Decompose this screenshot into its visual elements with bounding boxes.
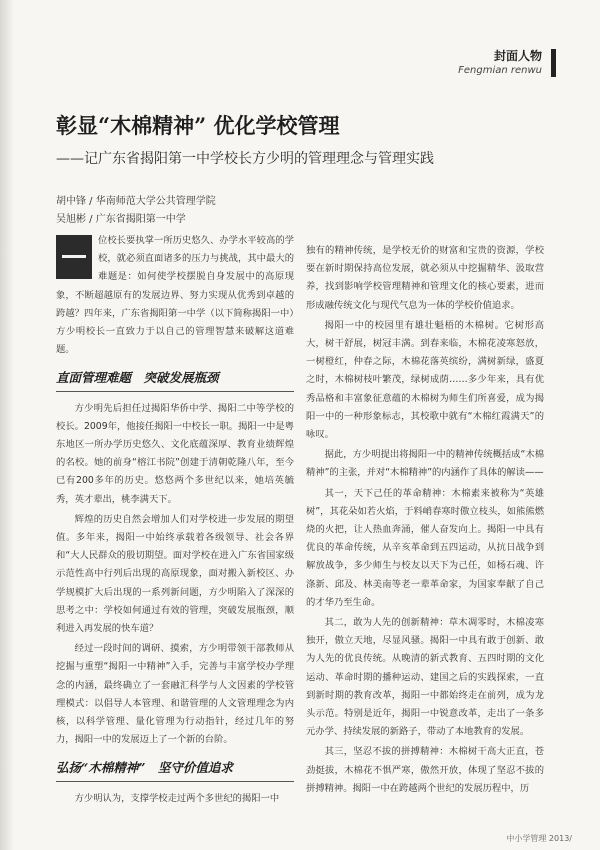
body-paragraph: 据此，方少明提出将揭阳一中的精神传统概括成“木棉精神”的主张，并对“木棉精神”的内涵作了具体的解读—— [306,449,544,479]
section-tag-en: Fengmian renwu [458,65,542,76]
body-paragraph: 经过一段时间的调研、摸索，方少明带领干部教师从挖掘与重塑“揭阳一中精神”入手，完善与丰富学校办学理念的内涵，最终确立了一套融汇科学与人文因素的学校管理模式：以倡导人本管理、和谐管理的人文管理理念为内核，以科学管理、量化管理为行动指针，经过几年的努力，揭阳一中的发展迈上了一个新的台阶。 [56,643,294,746]
body-paragraph: 辉煌的历史自然会增加人们对学校进一步发展的期望值。多年来，揭阳一中始终承载着各级领导、社会各界和“大人民群众的殷切期望。面对学校在进入广东省国家级示范性高中行列后出现的高原现象，面对搬入新校区、办学规模扩大后出现的一系列新问题，方少明陷入了深深的思考之中：学校如何通过有效的管理，突破发展瓶颈，顺利进入再发展的快车道？ [56,513,294,635]
article-subtitle: ——记广东省揭阳第一中学校长方少明的管理理念与管理实践 [56,151,434,167]
intro-paragraph [56,232,294,359]
left-column [56,232,294,810]
right-column [306,242,544,800]
page-gutter-shadow [0,0,14,850]
body-paragraph: 揭阳一中的校园里有雄壮魁梧的木棉树。它树形高大，树干舒展，树冠丰满。到春来临，木棉花凌寒怒放，一树橙红，仲春之际，木棉花落英缤纷，满树新绿，盛夏之时，木棉树枝叶繁茂，绿树成荫……多少年来，具有优秀品格和丰富象征意蕴的木棉树为师生们所喜爱，成为揭阳一中的一种形象标志，其校歌中就有“木棉红霞满天”的咏叹。 [306,319,544,441]
section-tag-bar [551,49,556,77]
author-line-2: 吴旭彬 / 广东省揭阳第一中学 [56,214,186,225]
section-tag [458,48,542,78]
author-line-1: 胡中锋 / 华南师范大学公共管理学院 [56,196,216,207]
section-heading-2: 弘扬“木棉精神” 坚守价值追求 [56,759,294,781]
page-footer: 中小学管理 2013/ [506,834,572,843]
body-paragraph: 方少明认为，支撑学校走过两个多世纪的揭阳一中 [74,792,280,804]
section-heading-1: 直面管理难题 突破发展瓶颈 [56,369,294,391]
intro-text: 位校长要执掌一所历史悠久、办学水平较高的学校，就必须直面诸多的压力与挑战，其中最大的难题是：如何使学校摆脱自身发展中的高原现象，不断超越原有的发展边界、努力实现从优秀到卓越的跨越？四年来，广东省揭阳第一中学（以下简称揭阳一中）方少明校长一直致力于以自己的管理智慧来破解这道难题。 [56,235,294,356]
body-paragraph: 方少明先后担任过揭阳华侨中学、揭阳二中等学校的校长。2009年，他接任揭阳一中校长一职。揭阳一中是粤东地区一所办学历史悠久、文化底蕴深厚、教育业绩辉煌的名校。她的前身“榕江书院”创建于清朝乾隆八年，至今已有200多年的历史。悠悠两个多世纪以来，她培英毓秀，英才辈出，桃李满天下。 [56,402,294,505]
body-paragraph: 其三，坚忍不拔的拼搏精神：木棉树干高大正直，苍劲挺拔，木棉花不惧严寒，傲然开放，体现了坚忍不拔的拼搏精神。揭阳一中在跨越两个世纪的发展历程中，历 [306,746,544,794]
body-paragraph: 其二，敢为人先的创新精神：草木凋零时，木棉凌寒独开，傲立天地，尽显风骚。揭阳一中具有敢于创新、敢为人先的优良传统。从晚清的新式教育、五四时期的文化运动、革命时期的播种运动、建国之后的实践探索，一直到新时期的教育改革，揭阳一中都始终走在前列，成为龙头示范。特别是近年，揭阳一中锐意改革，走出了一条多元办学、持续发展的新路子，带动了本地教育的发展。 [306,617,544,738]
dropcap-block [56,235,92,279]
body-paragraph: 其一，天下己任的革命精神：木棉素来被称为“英雄树”，其花朵如若火焰，于料峭春寒时傲立枝头，如熊熊燃烧的火把，让人热血奔涌，催人奋发向上。揭阳一中具有优良的革命传统，从辛亥革命到五四运动，从抗日战争到解放战争，多少师生与校友以天下为己任，如杨石魂、许涤新、邱及、林美南等老一辈革命家，为国家奉献了自己的才华乃至生命。 [306,487,544,608]
section-tag-cn: 封面人物 [493,49,542,63]
article-title: 彰显“木棉精神” 优化学校管理 [56,113,340,138]
body-paragraph: 独有的精神传统，是学校无价的财富和宝贵的资源，学校要在新时期保持高位发展，就必须从中挖掘精华、汲取营养，找到影响学校管理精神和管理文化的核心要素，进而形成融传统文化与现代气息为一体的学校价值追求。 [306,245,544,311]
